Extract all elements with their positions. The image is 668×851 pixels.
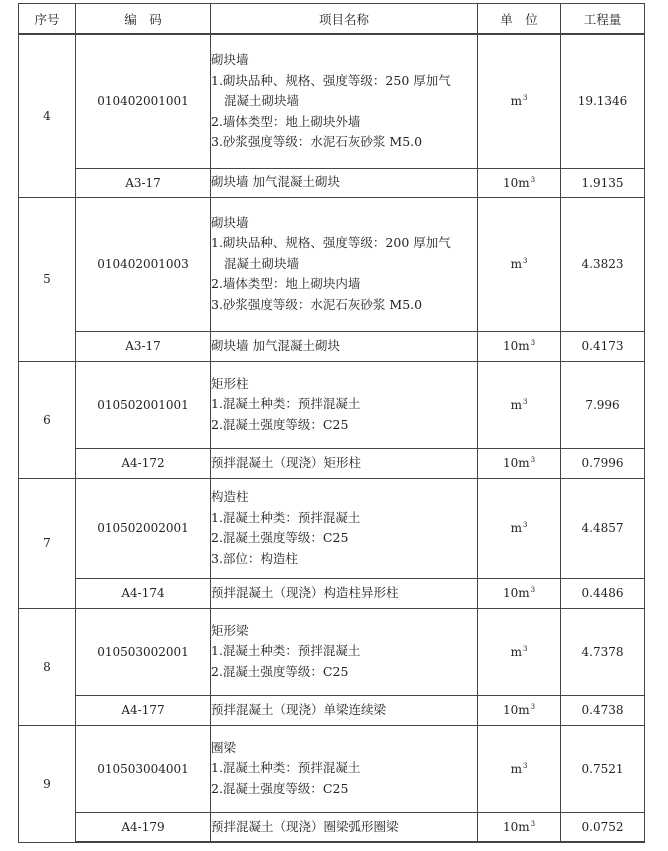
header-name: 项目名称 (211, 4, 478, 35)
sub-row (19, 578, 645, 608)
sub-code-cell: A4-177 (76, 695, 211, 725)
desc-line: 砌块墙 (211, 214, 249, 230)
desc-cell (211, 608, 478, 695)
desc-line: 2.混凝土强度等级：C25 (211, 780, 349, 796)
desc-line: 2.墙体类型：地上砌块外墙 (211, 113, 361, 129)
unit-cell: $m^3$ (478, 197, 561, 331)
header-unit: 单 位 (478, 4, 561, 35)
sub-code-cell: A3-17 (76, 168, 211, 197)
code-cell: 010502001001 (76, 361, 211, 448)
sub-row (19, 695, 645, 725)
sub-row (19, 168, 645, 197)
desc-line: 1.混凝土种类：预拌混凝土 (211, 643, 361, 659)
seq-cell: 4 (19, 34, 76, 197)
sub-row (19, 331, 645, 361)
sub-unit-cell: $10m^3$ (478, 331, 561, 361)
sub-row (19, 448, 645, 478)
sub-code-cell: A4-179 (76, 812, 211, 842)
seq-cell: 9 (19, 725, 76, 842)
unit-cell: $m^3$ (478, 361, 561, 448)
code-cell: 010402001003 (76, 197, 211, 331)
desc-line: 3.砂浆强度等级：水泥石灰砂浆 M5.0 (211, 134, 423, 149)
qty-cell: 0.7521 (561, 725, 645, 812)
desc-line: 矩形梁 (211, 622, 249, 638)
header-row (19, 4, 645, 35)
header-code: 编 码 (76, 4, 211, 35)
desc-line: 1.砌块品种、规格、强度等级：250 厚加气 (211, 72, 451, 88)
desc-line: 2.混凝土强度等级：C25 (211, 663, 349, 679)
desc-line: 2.混凝土强度等级：C25 (211, 416, 349, 432)
sub-name-cell: 砌块墙 加气混凝土砌块 (211, 331, 478, 361)
qty-cell: 7.996 (561, 361, 645, 448)
code-cell: 010503002001 (76, 608, 211, 695)
qty-cell: 4.4857 (561, 478, 645, 578)
table-row (19, 608, 645, 695)
desc-cell (211, 725, 478, 812)
sub-unit-cell: $10m^3$ (478, 812, 561, 842)
sub-name-cell: 预拌混凝土（现浇）构造柱异形柱 (211, 578, 478, 608)
desc-line: 1.混凝土种类：预拌混凝土 (211, 509, 361, 525)
desc-line: 构造柱 (211, 489, 249, 504)
unit-cell: $m^3$ (478, 725, 561, 812)
header-seq: 序号 (19, 4, 76, 35)
unit-cell: $m^3$ (478, 478, 561, 578)
sub-unit-cell: $10m^3$ (478, 448, 561, 478)
sub-name-cell: 预拌混凝土（现浇）圈梁弧形圈梁 (211, 812, 478, 842)
seq-cell: 6 (19, 361, 76, 478)
sub-qty-cell: 0.0752 (561, 812, 645, 842)
sub-name-cell: 预拌混凝土（现浇）单梁连续梁 (211, 695, 478, 725)
qty-cell: 19.1346 (561, 34, 645, 168)
desc-cell (211, 197, 478, 331)
desc-line: 2.墙体类型：地上砌块内墙 (211, 276, 361, 292)
header-qty: 工程量 (561, 4, 645, 35)
unit-cell: $m^3$ (478, 608, 561, 695)
desc-line: 砌块墙 (211, 52, 249, 67)
desc-line: 1.砌块品种、规格、强度等级：200 厚加气 (211, 235, 451, 251)
desc-line: 混凝土砌块墙 (224, 93, 300, 108)
sub-code-cell: A3-17 (76, 331, 211, 361)
table-row (19, 725, 645, 812)
sub-qty-cell: 0.7996 (561, 448, 645, 478)
desc-line: 1.混凝土种类：预拌混凝土 (211, 396, 361, 412)
qty-cell: 4.3823 (561, 197, 645, 331)
desc-line: 2.混凝土强度等级：C25 (211, 530, 349, 545)
desc-line: 3.砂浆强度等级：水泥石灰砂浆 M5.0 (211, 296, 423, 312)
code-cell: 010402001001 (76, 34, 211, 168)
desc-line: 圈梁 (211, 739, 237, 755)
desc-line: 混凝土砌块墙 (224, 255, 300, 271)
desc-line: 3.部位：构造柱 (211, 550, 298, 566)
table-row (19, 478, 645, 578)
desc-cell (211, 361, 478, 448)
sub-name-cell: 预拌混凝土（现浇）矩形柱 (211, 448, 478, 478)
sub-qty-cell: 0.4486 (561, 578, 645, 608)
sub-unit-cell: $10m^3$ (478, 695, 561, 725)
sub-unit-cell: $10m^3$ (478, 168, 561, 197)
desc-line: 矩形柱 (211, 375, 249, 391)
sub-unit-cell: $10m^3$ (478, 578, 561, 608)
sub-code-cell: A4-172 (76, 448, 211, 478)
quantity-table (18, 3, 645, 843)
sub-qty-cell: 1.9135 (561, 168, 645, 197)
sub-qty-cell: 0.4738 (561, 695, 645, 725)
sub-name-cell: 砌块墙 加气混凝土砌块 (211, 168, 478, 197)
sub-code-cell: A4-174 (76, 578, 211, 608)
sub-row (19, 812, 645, 842)
table-row (19, 34, 645, 168)
table-row (19, 361, 645, 448)
code-cell: 010503004001 (76, 725, 211, 812)
unit-cell: $m^3$ (478, 34, 561, 168)
code-cell: 010502002001 (76, 478, 211, 578)
seq-cell: 5 (19, 197, 76, 361)
seq-cell: 8 (19, 608, 76, 725)
desc-cell (211, 478, 478, 578)
seq-cell: 7 (19, 478, 76, 608)
desc-cell (211, 34, 478, 168)
table-row (19, 197, 645, 331)
qty-cell: 4.7378 (561, 608, 645, 695)
desc-line: 1.混凝土种类：预拌混凝土 (211, 760, 361, 776)
sub-qty-cell: 0.4173 (561, 331, 645, 361)
